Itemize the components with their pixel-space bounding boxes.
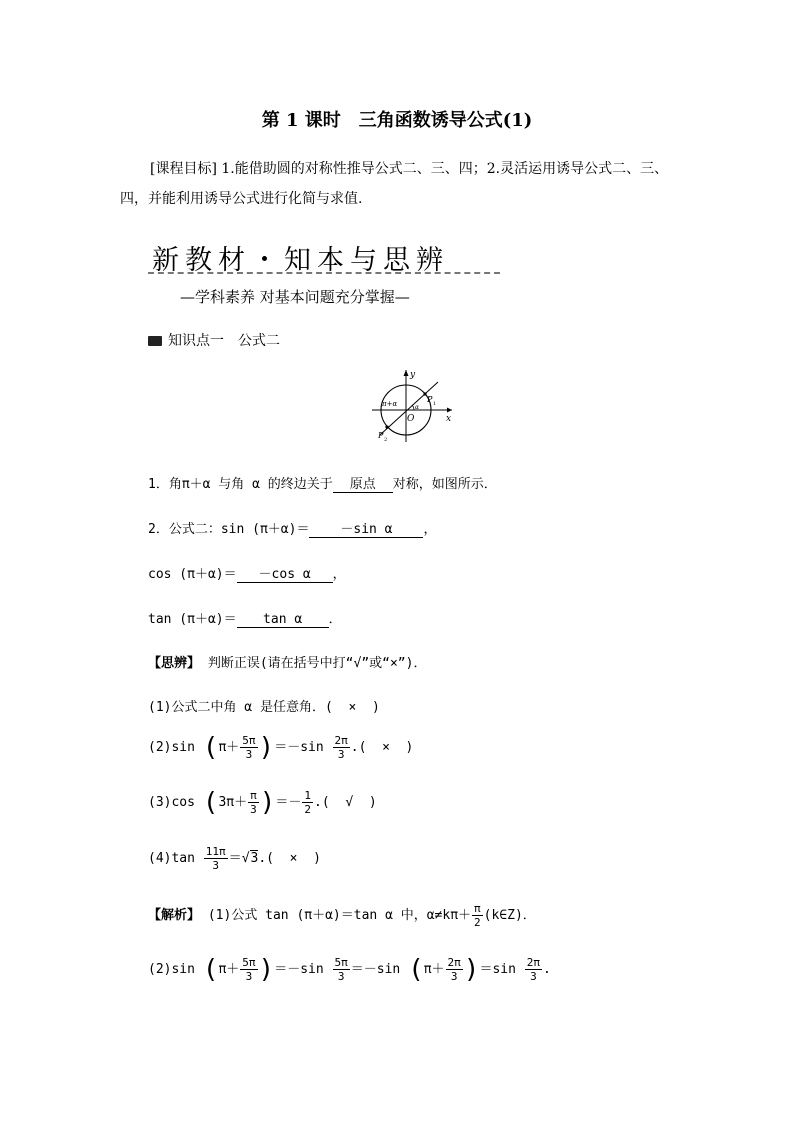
knowledge-point-heading — [148, 330, 280, 350]
item-1-tail: 对称，如图所示． — [392, 477, 497, 492]
jiexi-text: (1)公式 tan (π＋α)＝tan α 中，α≠kπ＋ — [207, 908, 472, 923]
axis-x-label: x — [446, 414, 452, 424]
a2-frac1-num: 5π — [242, 956, 256, 969]
q3-paren-right: ) — [259, 787, 276, 818]
q3-frac2 — [302, 789, 313, 816]
q2-tail: .( — [350, 740, 367, 755]
question-1-mark: × — [348, 700, 357, 715]
a2-paren2-left: ( — [408, 954, 424, 985]
question-3-mark: √ — [345, 795, 354, 810]
section-banner-subtitle: —学科素养 对基本问题充分掌握— — [180, 288, 410, 306]
jiexi-frac-den: 2 — [474, 916, 481, 929]
question-4: (4)tan $\frac{11\pi}{3}$ ＝√3.( × ) — [148, 845, 321, 872]
q2-frac2 — [333, 734, 350, 761]
banner-divider — [148, 272, 500, 274]
alpha-label: α — [415, 404, 420, 411]
unit-circle-figure — [368, 368, 458, 444]
q2-pre: (2)sin — [148, 740, 195, 755]
item-1 — [148, 473, 497, 493]
item-2-text: 2．公式二：sin (π＋α)＝ — [148, 522, 310, 537]
jiexi-frac-num: π — [474, 902, 481, 915]
a2-frac3-den: 3 — [450, 970, 458, 983]
item-3-tail: ， — [332, 567, 346, 582]
a2-frac2-den: 3 — [337, 970, 345, 983]
a2-frac4-num: 2π — [526, 956, 541, 969]
course-goal-line1: [课程目标] 1.能借助圆的对称性推导公式二、三、四；2.灵活运用诱导公式二、三、 — [150, 161, 669, 177]
analysis-1 — [148, 902, 536, 929]
q4-tail: .( — [258, 851, 274, 866]
question-1-text: (1)公式二中角 α 是任意角．( — [148, 700, 333, 715]
pi-plus-alpha-label: π+α — [382, 400, 398, 408]
a2-m2: ＝－sin — [350, 962, 401, 977]
item-2-tail: ， — [423, 522, 437, 537]
a2-frac1 — [240, 956, 257, 983]
a2-inner2: π＋ — [423, 962, 445, 977]
q3-close: ) — [368, 795, 377, 810]
jiexi-tag: 【解析】 — [148, 908, 201, 923]
q2-paren-right: ) — [258, 732, 275, 763]
q2-mid: ＝－sin — [274, 740, 324, 755]
question-1 — [148, 696, 380, 715]
a2-frac3-num: 2π — [447, 956, 461, 969]
q4-sqrt: 3 — [250, 851, 259, 866]
page-title: 第 1 课时 三角函数诱导公式(1) — [261, 110, 533, 131]
a2-inner1: π＋ — [218, 962, 240, 977]
axis-y-label: y — [410, 370, 416, 380]
q2-inner: π＋ — [218, 740, 240, 755]
course-goal-line2: 四，并能利用诱导公式进行化简与求值. — [120, 191, 363, 207]
p1-sub: 1 — [433, 401, 437, 407]
item-1-answer: 原点 — [333, 478, 393, 493]
a2-m3: ＝sin — [479, 962, 516, 977]
q2-frac2-den: 3 — [337, 748, 345, 761]
q3-frac1-num: π — [250, 789, 257, 802]
q4-frac-num: 11π — [205, 845, 226, 858]
question-1-close: ) — [371, 700, 380, 715]
item-4-answer: tan α — [237, 613, 329, 628]
a2-m1: ＝－sin — [274, 962, 324, 977]
a2-paren1-right: ) — [258, 954, 275, 985]
a2-end: . — [543, 962, 551, 977]
pencil-icon — [148, 336, 162, 346]
a2-frac1-den: 3 — [245, 970, 253, 983]
jiexi-tail: (k∈Z)． — [483, 908, 536, 923]
question-4-mark: × — [289, 851, 298, 866]
question-2 — [148, 734, 413, 761]
q3-pre: (3)cos — [148, 795, 195, 810]
item-4-tail: ． — [328, 612, 342, 627]
q3-mid: ＝－ — [275, 795, 302, 810]
a2-frac4-den: 3 — [530, 970, 537, 983]
a2-frac2 — [333, 956, 350, 983]
a2-paren1-left: ( — [202, 954, 219, 985]
item-2 — [148, 518, 436, 538]
item-3 — [148, 563, 346, 583]
item-4-text: tan (π＋α)＝ — [148, 612, 237, 627]
q3-paren-left: ( — [202, 787, 219, 818]
q4-frac — [204, 845, 228, 872]
item-3-text: cos (π＋α)＝ — [148, 567, 237, 582]
sibian-text: 判断正误(请在括号中打“√”或“×”)． — [207, 656, 427, 671]
a2-frac4 — [525, 956, 542, 983]
q3-frac1 — [248, 789, 259, 816]
q2-frac1-den: 3 — [245, 748, 253, 761]
p2-sub: 2 — [384, 437, 388, 443]
q2-frac1-num: 5π — [242, 734, 256, 747]
sibian-heading — [148, 652, 426, 671]
analysis-2 — [148, 956, 551, 983]
item-2-answer: －sin α — [309, 523, 423, 538]
section-banner-title: 新教材・知本与思辨 — [152, 245, 449, 276]
question-3 — [148, 789, 377, 816]
q3-frac2-num: 1 — [304, 789, 312, 802]
q3-inner: 3π＋ — [218, 795, 248, 810]
q2-frac2-num: 2π — [334, 734, 348, 747]
question-2-mark: × — [382, 740, 390, 755]
a2-pre: (2)sin — [148, 962, 195, 977]
q3-frac1-den: 3 — [250, 803, 257, 816]
q3-frac2-den: 2 — [304, 803, 312, 816]
q3-tail: .( — [314, 795, 330, 810]
p1-label: P — [427, 395, 433, 404]
q4-close: ) — [313, 851, 321, 866]
q4-pre: (4)tan — [148, 851, 195, 866]
knowledge-point-label: 知识点一 公式二 — [168, 333, 280, 349]
q2-paren-left: ( — [202, 732, 219, 763]
a2-paren2-right: ) — [463, 954, 480, 985]
q4-frac-den: 3 — [212, 859, 220, 872]
item-4 — [148, 608, 342, 628]
p2-label: P — [378, 431, 384, 440]
a2-frac3 — [446, 956, 463, 983]
q2-close: ) — [405, 740, 414, 755]
sibian-tag: 【思辨】 — [148, 656, 201, 671]
course-goal — [120, 154, 680, 214]
q4-mid: ＝ — [228, 851, 242, 866]
q2-frac1 — [240, 734, 257, 761]
jiexi-frac — [472, 902, 483, 929]
item-3-answer: －cos α — [237, 568, 333, 583]
item-1-text: 1．角π＋α 与角 α 的终边关于 — [148, 477, 333, 492]
a2-frac2-num: 5π — [334, 956, 348, 969]
origin-label: O — [407, 414, 415, 424]
